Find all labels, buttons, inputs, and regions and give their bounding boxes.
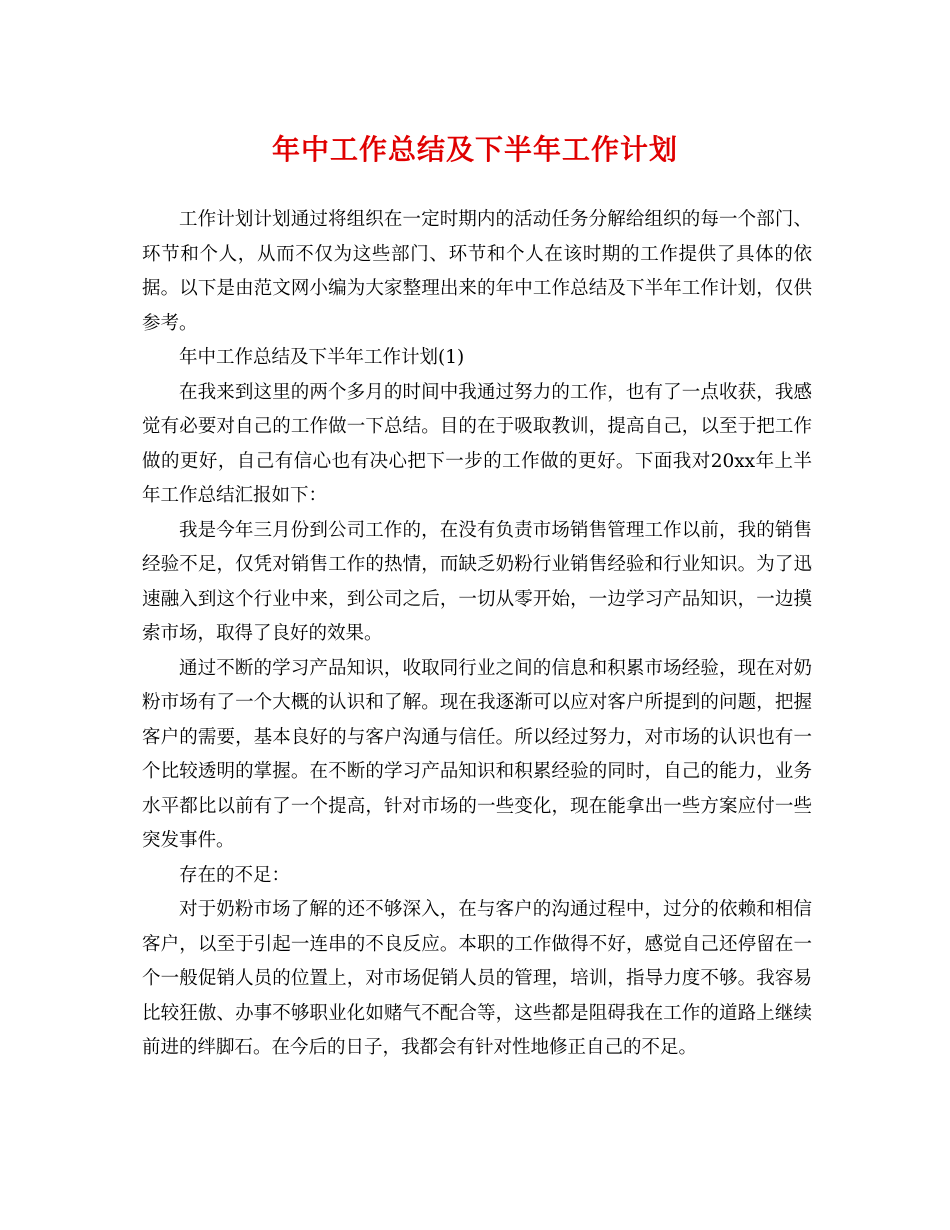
paragraph-joining-company: 我是今年三月份到公司工作的，在没有负责市场销售管理工作以前，我的销售经验不足，仅凭对销售工作的热情，而缺乏奶粉行业销售经验和行业知识。为了迅速融入到这个行业中来，到公司之后，一切从零开始，一边学习产品知识，一边摸索市场，取得了良好的效果。 xyxy=(142,519,812,644)
document-body xyxy=(142,203,812,1066)
document-title: 年中工作总结及下半年工作计划 xyxy=(271,133,678,166)
paragraph-shortcomings: 对于奶粉市场了解的还不够深入，在与客户的沟通过程中，过分的依赖和相信客户，以至于引起一连串的不良反应。本职的工作做得不好，感觉自己还停留在一个一般促销人员的位置上，对市场促销人员的管理，培训，指导力度不够。我容易比较狂傲、办事不够职业化如赌气不配合等，这些都是阻碍我在工作的道路上继续前进的绊脚石。在今后的日子，我都会有针对性地修正自己的不足。 xyxy=(142,899,812,1058)
paragraph-summary-opening: 在我来到这里的两个多月的时间中我通过努力的工作，也有了一点收获，我感觉有必要对自己的工作做一下总结。目的在于吸取教训，提高自己，以至于把工作做的更好，自己有信心也有决心把下一步的工作做的更好。下面我对20xx年上半年工作总结汇报如下： xyxy=(142,381,812,506)
paragraph-section-heading: 年中工作总结及下半年工作计划(1) xyxy=(179,347,465,368)
paragraph-shortcomings-heading: 存在的不足： xyxy=(179,864,291,886)
paragraph-intro: 工作计划计划通过将组织在一定时期内的活动任务分解给组织的每一个部门、环节和个人，从而不仅为这些部门、环节和个人在该时期的工作提供了具体的依据。以下是由范文网小编为大家整理出来的年中工作总结及下半年工作计划，仅供参考。 xyxy=(142,209,812,334)
paragraph-learning-progress: 通过不断的学习产品知识，收取同行业之间的信息和积累市场经验，现在对奶粉市场有了一个大概的认识和了解。现在我逐渐可以应对客户所提到的问题，把握客户的需要，基本良好的与客户沟通与信任。所以经过努力，对市场的认识也有一个比较透明的掌握。在不断的学习产品知识和积累经验的同时，自己的能力，业务水平都比以前有了一个提高，针对市场的一些变化，现在能拿出一些方案应付一些突发事件。 xyxy=(142,657,812,851)
